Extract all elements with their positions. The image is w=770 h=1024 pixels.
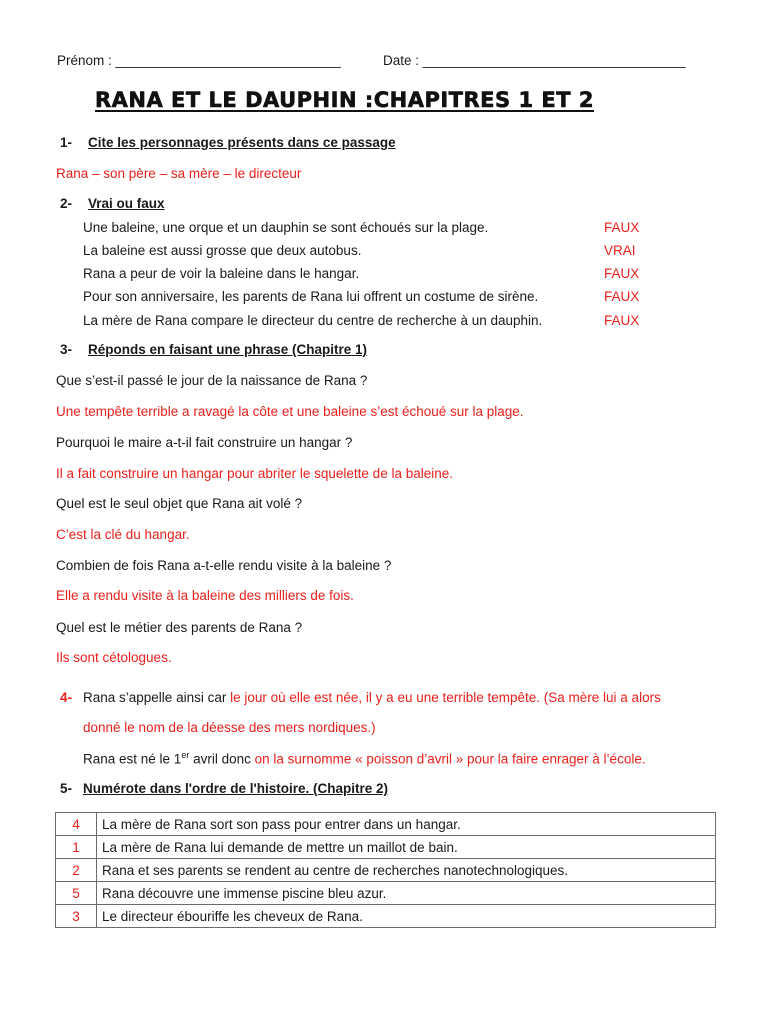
table-row — [56, 836, 716, 859]
table-row — [56, 813, 716, 836]
table-row — [56, 905, 716, 928]
order-number: 5 — [56, 882, 97, 905]
q3-answer: C’est la clé du hangar. — [56, 527, 190, 542]
q2-statement: Pour son anniversaire, les parents de Rana lui offrent un costume de sirène. — [83, 289, 539, 304]
q3-answer: Une tempête terrible a ravagé la côte et une baleine s’est échoué sur la plage. — [56, 404, 524, 419]
order-text: Rana et ses parents se rendent au centre de recherches nanotechnologiques. — [97, 859, 716, 882]
order-text: Le directeur ébouriffe les cheveux de Rana. — [97, 905, 716, 928]
q2-answer: FAUX — [604, 266, 640, 281]
q1-number: 1- — [60, 135, 73, 150]
q2-statement: Une baleine, une orque et un dauphin se sont échoués sur la plage. — [83, 220, 489, 235]
q3-question-text: Pourquoi le maire a-t-il fait construire un hangar ? — [56, 435, 353, 450]
q2-statement: Rana a peur de voir la baleine dans le hangar. — [83, 266, 360, 281]
q3-question-text: Quel est le seul objet que Rana ait volé ? — [56, 496, 303, 511]
q5-number: 5- — [60, 781, 73, 796]
q2-answer: VRAI — [604, 243, 636, 258]
order-text: Rana découvre une immense piscine bleu azur. — [97, 882, 716, 905]
q4-answer: le jour où elle est née, il y a eu une terrible tempête. (Sa mère lui a alors — [230, 690, 661, 705]
q1-question: Cite les personnages présents dans ce passage — [88, 135, 396, 150]
q2-question: Vrai ou faux — [88, 196, 165, 211]
q4-nickname-answer: on la surnomme « poisson d’avril » pour la faire enrager à l’école. — [254, 751, 646, 767]
q2-heading — [60, 196, 165, 211]
order-number: 2 — [56, 859, 97, 882]
q4-line-1 — [60, 690, 661, 705]
q4-date-prefix: Rana est né le 1 — [83, 751, 182, 767]
q2-answer: FAUX — [604, 313, 640, 328]
q4-number: 4- — [60, 690, 73, 705]
q3-answer: Ils sont cétologues. — [56, 650, 172, 665]
q3-number: 3- — [60, 342, 73, 357]
q2-number: 2- — [60, 196, 73, 211]
q2-answer: FAUX — [604, 220, 640, 235]
q4-line-3 — [83, 750, 646, 767]
date-field: Date : ___________________________________ — [383, 53, 686, 68]
order-table — [55, 812, 716, 928]
q3-question-text: Que s’est-il passé le jour de la naissance de Rana ? — [56, 373, 368, 388]
order-number: 3 — [56, 905, 97, 928]
order-text: La mère de Rana lui demande de mettre un maillot de bain. — [97, 836, 716, 859]
q4-prefix: Rana s’appelle ainsi car — [83, 690, 231, 705]
order-number: 1 — [56, 836, 97, 859]
q4-date-sup: er — [181, 750, 190, 760]
q3-heading — [60, 342, 367, 357]
q2-statement: La baleine est aussi grosse que deux autobus. — [83, 243, 362, 258]
order-text: La mère de Rana sort son pass pour entrer dans un hangar. — [97, 813, 716, 836]
q3-question-text: Quel est le métier des parents de Rana ? — [56, 620, 303, 635]
q3-answer: Elle a rendu visite à la baleine des milliers de fois. — [56, 588, 354, 603]
q2-statement: La mère de Rana compare le directeur du centre de recherche à un dauphin. — [83, 313, 543, 328]
q5-question: Numérote dans l'ordre de l'histoire. (Chapitre 2) — [83, 781, 388, 796]
q3-answer: Il a fait construire un hangar pour abriter le squelette de la baleine. — [56, 466, 453, 481]
table-row — [56, 859, 716, 882]
q2-answer: FAUX — [604, 289, 640, 304]
prenom-field: Prénom : ______________________________ — [57, 53, 341, 68]
page-title: RANA ET LE DAUPHIN :CHAPITRES 1 ET 2 — [95, 88, 594, 112]
q4-date-mid: avril donc — [189, 751, 255, 767]
q5-heading — [60, 781, 388, 796]
q3-question: Réponds en faisant une phrase (Chapitre 1) — [88, 342, 368, 357]
order-number: 4 — [56, 813, 97, 836]
q3-question-text: Combien de fois Rana a-t-elle rendu visite à la baleine ? — [56, 558, 392, 573]
table-row — [56, 882, 716, 905]
q1-answer: Rana – son père – sa mère – le directeur — [56, 166, 302, 181]
q1-heading — [60, 135, 396, 150]
q4-line-2: donné le nom de la déesse des mers nordiques.) — [83, 720, 376, 735]
